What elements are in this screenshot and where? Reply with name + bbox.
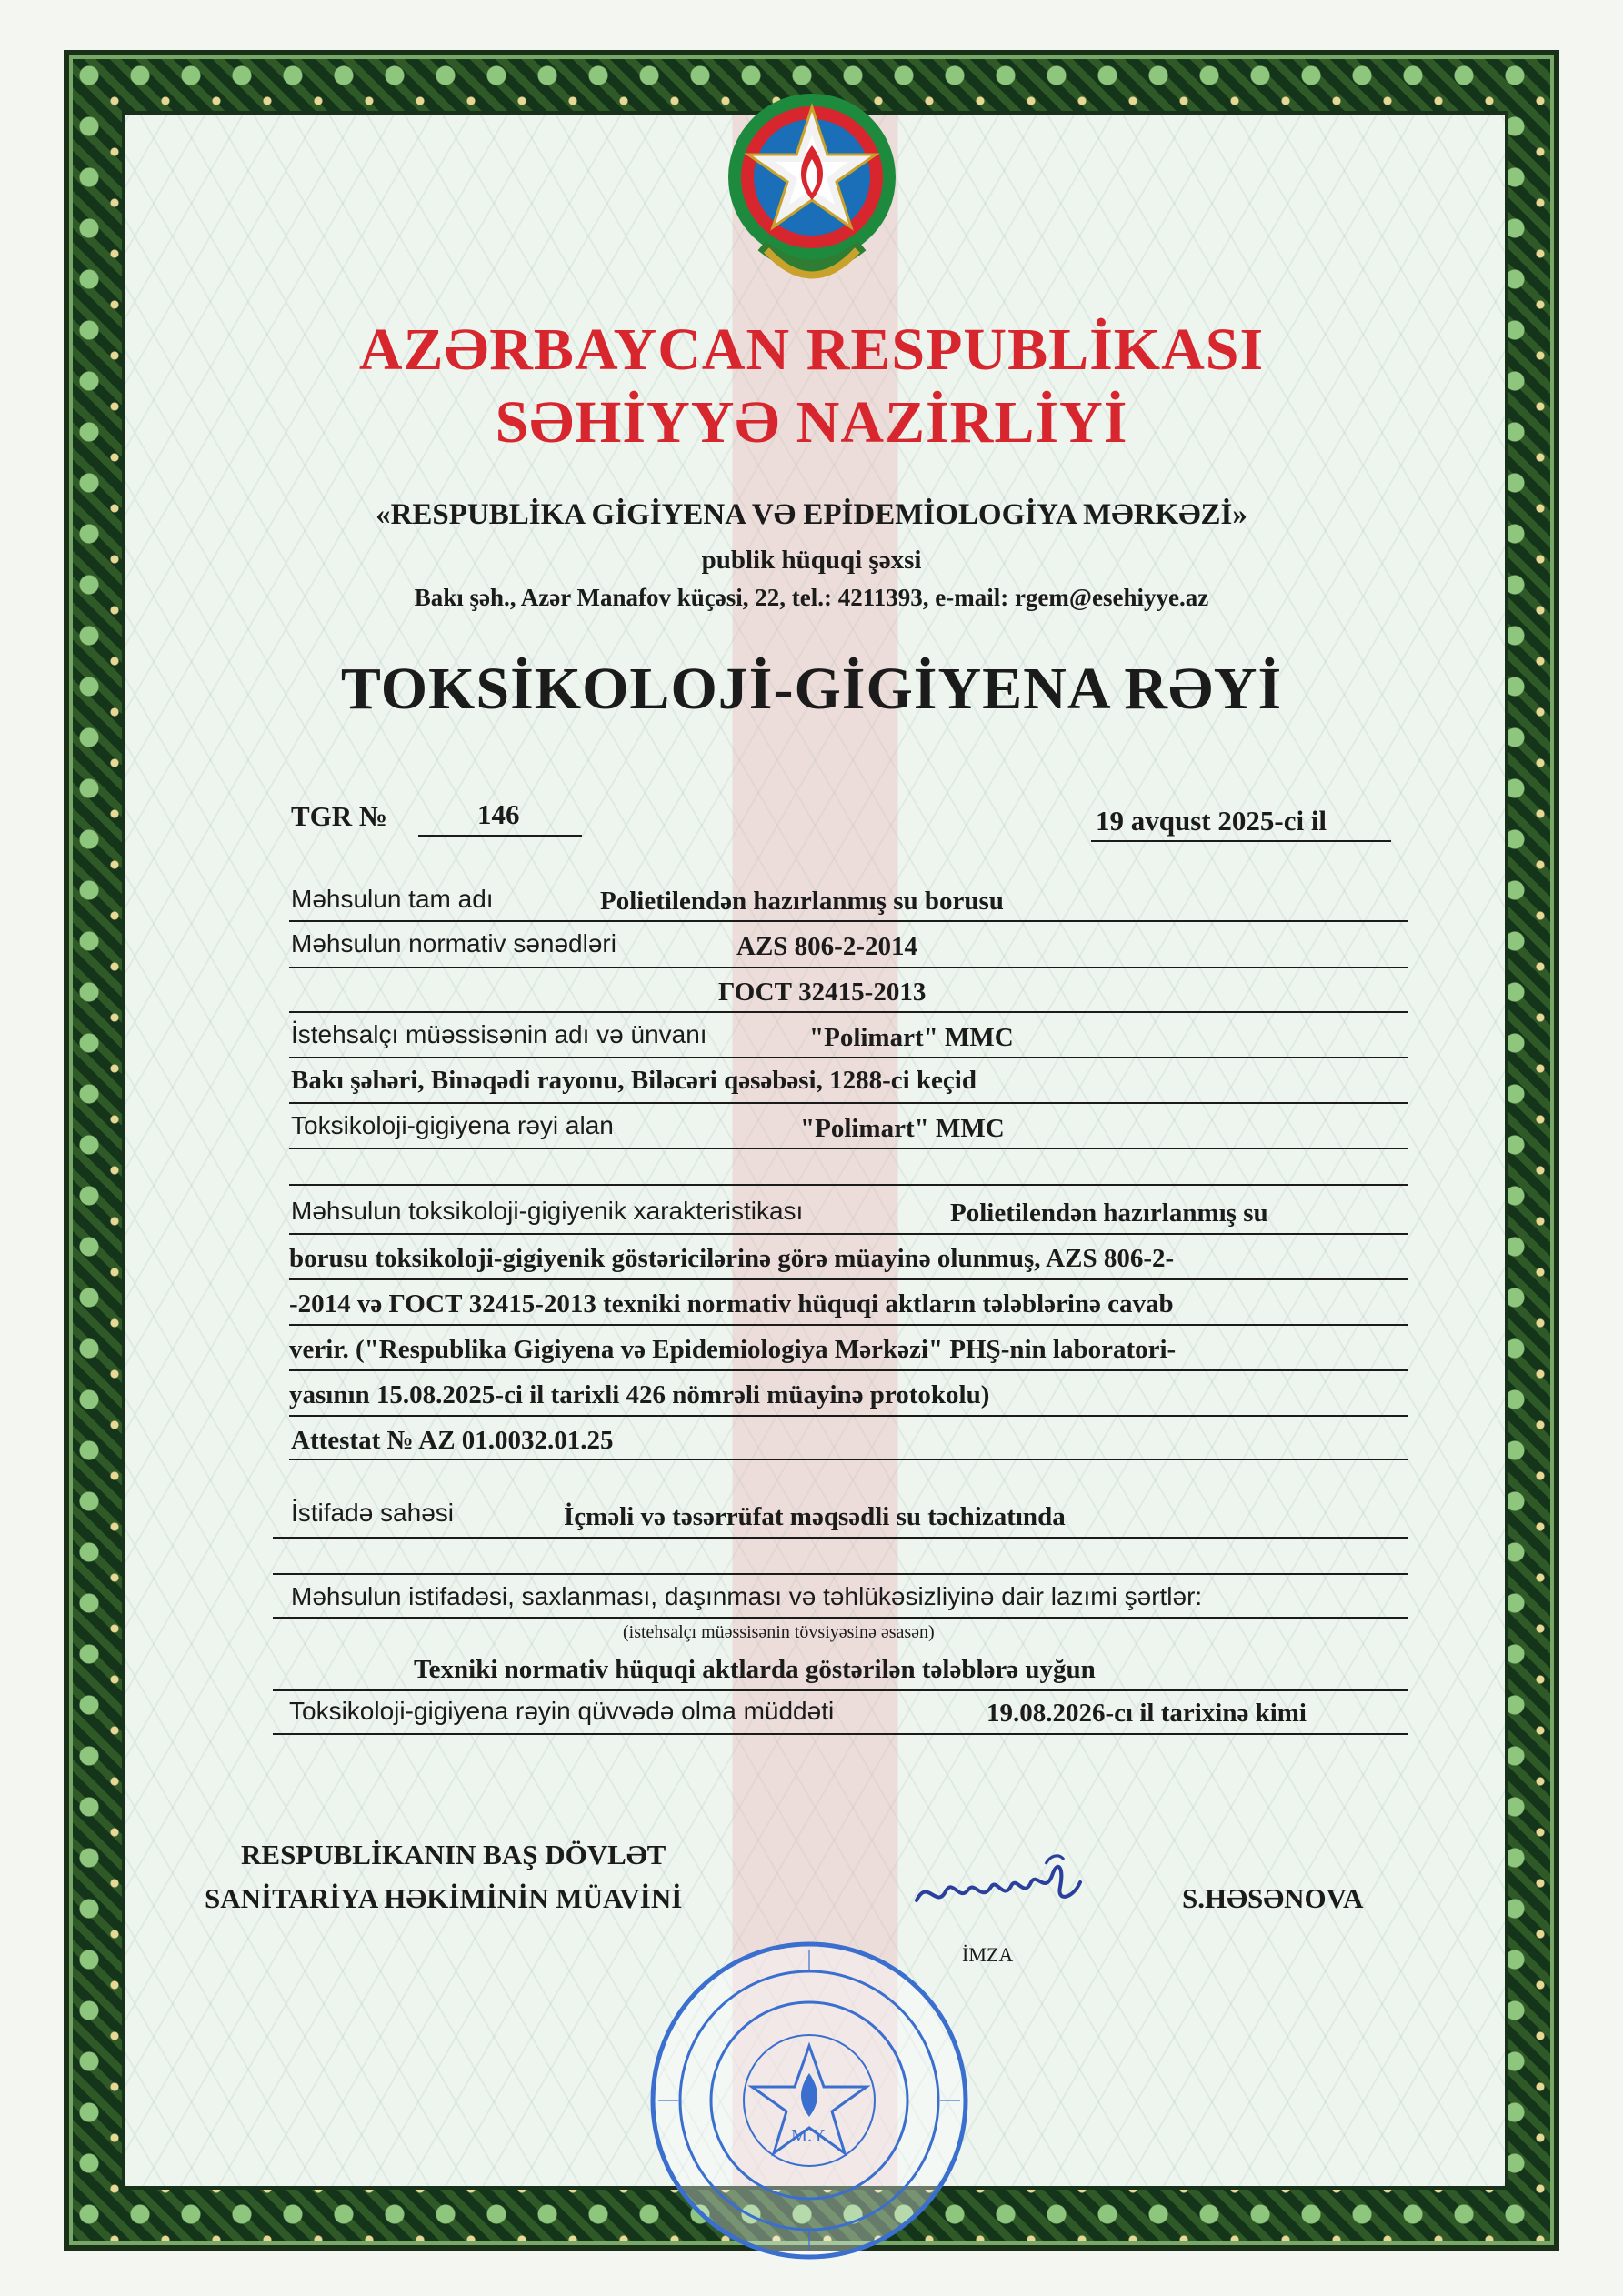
signer-position-line-1: RESPUBLİKANIN BAŞ DÖVLƏT [241, 1839, 666, 1870]
official-stamp-icon [646, 1937, 973, 2264]
normative-doc-1: AZS 806-2-2014 [736, 932, 917, 961]
signer-name: S.HƏSƏNOVA [1182, 1882, 1364, 1914]
document-title: TOKSİKOLOJİ-GİGİYENA RƏYİ [340, 656, 1283, 722]
conditions-note: (istehsalçı müəssisənin tövsiyəsinə əsasən) [623, 1622, 935, 1642]
rule [289, 1324, 1408, 1326]
attestat-number: Attestat № AZ 01.0032.01.25 [291, 1426, 614, 1455]
rule [289, 1233, 1408, 1235]
rule [289, 967, 1408, 968]
signature-label: İMZA [962, 1943, 1014, 1966]
characteristics-line-5: yasının 15.08.2025-ci il tarixli 426 nömrəli müayinə protokolu) [289, 1380, 990, 1409]
characteristics-line-1: Polietilendən hazırlanmış su [950, 1198, 1268, 1228]
address-line: Bakı şəh., Azər Manafov küçəsi, 22, tel.: 4211393, e-mail: rgem@esehiyye.az [414, 584, 1209, 611]
svg-text:M.Y.: M.Y. [791, 2126, 827, 2146]
rule [289, 1057, 1408, 1058]
rule [289, 1184, 1408, 1186]
rule [273, 1617, 1408, 1619]
rule [289, 1459, 1408, 1460]
ministry-title-line-2: SƏHİYYƏ NAZİRLİYİ [495, 389, 1128, 456]
entity-type: publik hüquqi şəxsi [701, 546, 922, 575]
rule [289, 1148, 1408, 1149]
characteristics-line-2: borusu toksikoloji-gigiyenik göstəricilərinə görə müayinə olunmuş, AZS 806-2- [289, 1244, 1175, 1273]
product-name-value: Polietilendən hazırlanmış su borusu [600, 887, 1004, 916]
normative-docs-label: Məhsulun normativ sənədləri [291, 929, 616, 958]
state-emblem-icon [726, 91, 898, 305]
manufacturer-name: "Polimart" MMC [809, 1023, 1014, 1052]
ministry-title-line-1: AZƏRBAYCAN RESPUBLİKASI [358, 316, 1265, 383]
validity-label: Toksikoloji-gigiyena rəyin qüvvədə olma müddəti [289, 1697, 835, 1725]
rule [289, 1415, 1408, 1417]
rule [289, 1278, 1408, 1280]
handwritten-signature-icon [909, 1846, 1091, 1928]
document-date: 19 avqust 2025-ci il [1096, 805, 1327, 837]
normative-doc-2: ГОСТ 32415-2013 [718, 978, 927, 1007]
rule [273, 1537, 1408, 1539]
product-name-label: Məhsulun tam adı [291, 885, 494, 913]
manufacturer-label: İstehsalçı müəssisənin adı və ünvanı [291, 1020, 707, 1048]
rule [289, 1369, 1408, 1371]
rule [273, 1689, 1408, 1691]
validity-value: 19.08.2026-cı il tarixinə kimi [987, 1699, 1307, 1728]
conditions-value: Texniki normativ hüquqi aktlarda göstərilən tələblərə uyğun [414, 1655, 1096, 1684]
manufacturer-address: Bakı şəhəri, Binəqədi rayonu, Biləcəri qəsəbəsi, 1288-ci keçid [291, 1066, 977, 1095]
characteristics-line-4: verir. ("Respublika Gigiyena və Epidemiologiya Mərkəzi" PHŞ-nin laboratori- [289, 1335, 1177, 1364]
date-line [1091, 840, 1391, 842]
rule [273, 1733, 1408, 1735]
rule [289, 1102, 1408, 1104]
tgr-number-label: TGR № [291, 800, 388, 832]
rule [289, 1011, 1408, 1013]
usage-value: İçməli və təsərrüfat məqsədli su təchizatında [564, 1502, 1066, 1531]
rule [273, 1573, 1408, 1575]
usage-label: İstifadə sahəsi [291, 1499, 454, 1527]
conditions-label: Məhsulun istifadəsi, saxlanması, daşınması və təhlükəsizliyinə dair lazımi şərtlər: [291, 1582, 1203, 1610]
tgr-number-value: 146 [477, 798, 520, 830]
recipient-value: "Polimart" MMC [800, 1114, 1005, 1143]
characteristics-line-3: -2014 və ГОСТ 32415-2013 texniki normativ hüquqi aktların tələblərinə cavab [289, 1289, 1174, 1318]
center-name: «RESPUBLİKA GİGİYENA VƏ EPİDEMİOLOGİYA MƏRKƏZİ» [376, 498, 1247, 531]
recipient-label: Toksikoloji-gigiyena rəyi alan [291, 1111, 614, 1139]
tgr-number-line [418, 835, 582, 837]
rule [289, 920, 1408, 922]
signer-position-line-2: SANİTARİYA HƏKİMİNİN MÜAVİNİ [205, 1882, 683, 1914]
characteristics-label: Məhsulun toksikoloji-gigiyenik xarakteristikası [291, 1197, 804, 1225]
